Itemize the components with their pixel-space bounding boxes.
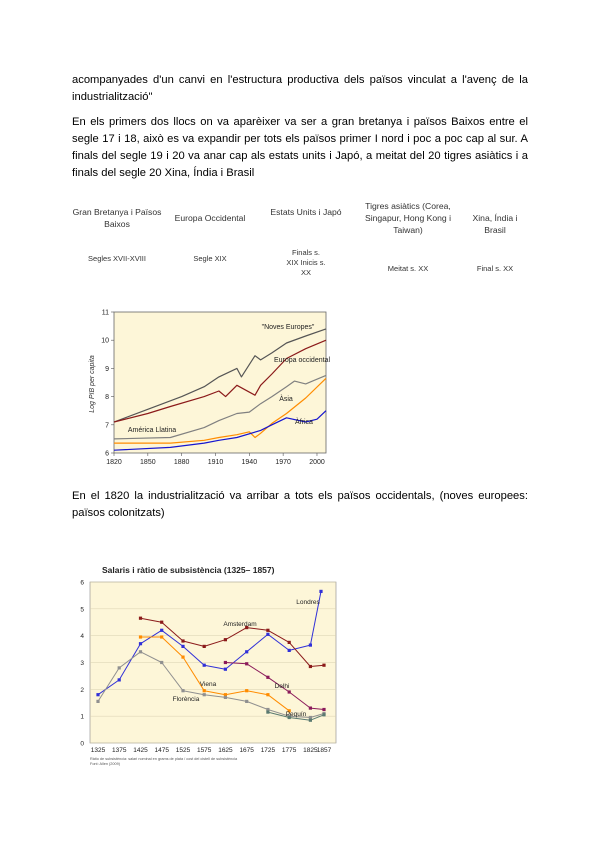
data-point-londres (266, 633, 269, 636)
data-point-amsterdam (203, 645, 206, 648)
y-tick-label: 10 (101, 337, 109, 345)
data-point-florencia (203, 693, 206, 696)
y-tick-label: 1 (80, 713, 84, 721)
data-point-florencia (181, 689, 184, 692)
y-tick-label: 8 (105, 394, 109, 402)
data-point-florencia (96, 700, 99, 703)
x-tick-label: 1820 (106, 459, 122, 466)
data-point-delhi (322, 708, 325, 711)
y-axis-label: Log PIB per capita (89, 355, 96, 413)
x-tick-label: 2000 (309, 459, 325, 466)
data-point-viena (203, 689, 206, 692)
data-point-amsterdam (160, 621, 163, 624)
timeline-period-1: Segles XVII-XVIII (88, 254, 146, 263)
data-point-delhi (288, 690, 291, 693)
data-point-amsterdam (288, 641, 291, 644)
paragraph-1: acompanyades d'un canvi en l'estructura productiva dels països vinculat a l'avenç de la industrialització" (72, 74, 528, 103)
timeline-header-3: Estats Units i Japó (270, 207, 342, 217)
data-point-viena (139, 635, 142, 638)
timeline-header-2: Europa Occidental (174, 213, 246, 223)
series-label-delhi: Delhi (274, 683, 290, 690)
series-label-londres: Londres (296, 599, 320, 606)
y-tick-label: 6 (80, 579, 84, 587)
y-tick-label: 3 (80, 660, 84, 667)
timeline-header-4: Tigres asiàtics (Corea, Singapur, Hong Kong i Taiwan) (364, 201, 451, 235)
series-label-viena: Viena (199, 681, 217, 688)
x-tick-label: 1425 (133, 747, 148, 754)
x-tick-label: 1725 (260, 747, 276, 754)
data-point-florencia (118, 666, 121, 669)
x-tick-label: 1375 (112, 747, 127, 754)
data-point-viena (266, 693, 269, 696)
data-point-florencia (139, 650, 142, 653)
x-tick-label: 1475 (154, 747, 169, 754)
y-tick-label: 4 (80, 633, 84, 641)
wages-subsistence-chart (70, 560, 340, 770)
series-label-pequin: Pequín (285, 711, 307, 718)
data-point-viena (181, 656, 184, 659)
data-point-pequin (322, 713, 325, 716)
data-point-florencia (245, 700, 248, 703)
x-tick-label: 1880 (173, 459, 190, 466)
data-point-amsterdam (139, 617, 142, 620)
chart-title: Salaris i ràtio de subsistència (1325– 1857) (102, 565, 275, 575)
data-point-amsterdam (322, 664, 325, 667)
y-tick-label: 0 (80, 740, 84, 748)
data-point-londres (96, 693, 99, 696)
timeline-period-3: Finals s. XIX Inicis s. XX (286, 248, 326, 277)
x-tick-label: 1675 (239, 747, 254, 754)
data-point-florencia (160, 661, 163, 664)
data-point-amsterdam (181, 639, 184, 642)
data-point-delhi (309, 707, 312, 710)
data-point-florencia (224, 696, 227, 699)
x-tick-label: 1775 (281, 747, 297, 754)
data-point-londres (139, 642, 142, 645)
x-tick-label: 1525 (175, 747, 191, 754)
data-point-londres (245, 650, 248, 653)
x-tick-label: 1850 (140, 459, 156, 466)
x-tick-label: 1825 (303, 747, 318, 754)
x-tick-label: 1325 (90, 747, 106, 754)
paragraph-3: En el 1820 la industrialització va arribar a tots els països occidentals, (noves europees: països colonitzats) (72, 490, 528, 519)
x-tick-label: 1940 (241, 459, 258, 466)
data-point-amsterdam (266, 629, 269, 632)
series-label-noves-europes: "Noves Europes" (261, 324, 315, 331)
timeline-period-2: Segle XIX (193, 254, 227, 263)
data-point-viena (160, 635, 163, 638)
y-tick-label: 9 (105, 365, 109, 373)
series-label-florencia: Florència (172, 696, 200, 703)
y-tick-label: 11 (101, 309, 109, 317)
data-point-londres (224, 668, 227, 671)
y-tick-label: 6 (105, 450, 109, 458)
y-tick-label: 5 (80, 606, 84, 614)
data-point-pequin (266, 711, 269, 714)
data-point-londres (288, 649, 291, 652)
series-label-europa-occidental: Europa occidental (273, 357, 331, 364)
data-point-londres (160, 629, 163, 632)
data-point-delhi (266, 676, 269, 679)
data-point-delhi (245, 662, 248, 665)
x-tick-label: 1970 (275, 459, 291, 466)
x-tick-label: 1575 (196, 747, 212, 754)
timeline-period-4: Meitat s. XX (387, 264, 429, 273)
industrialization-timeline-table (72, 200, 528, 280)
data-point-londres (203, 664, 206, 667)
data-point-londres (181, 645, 184, 648)
y-tick-label: 2 (80, 686, 84, 694)
y-tick-label: 7 (105, 422, 109, 430)
timeline-period-5: Final s. XX (476, 264, 514, 273)
timeline-header-5: Xina, Índia i Brasil (472, 213, 518, 235)
x-tick-label: 1625 (218, 747, 233, 754)
data-point-londres (309, 644, 312, 647)
data-point-londres (319, 590, 322, 593)
x-tick-label: 1857 (316, 747, 332, 754)
data-point-delhi (224, 661, 227, 664)
chart-footnote-2: Font: Allen (2009) (90, 762, 120, 766)
series-label-amsterdam: Amsterdam (223, 621, 257, 628)
timeline-header-1: Gran Bretanya i Països Baixos (72, 207, 162, 229)
data-point-londres (118, 678, 121, 681)
data-point-amsterdam (224, 638, 227, 641)
data-point-pequin (309, 719, 312, 722)
series-label-africa: Àfrica (295, 419, 313, 426)
paragraph-2: En els primers dos llocs on va aparèixer va ser a gran bretanya i països Baixos entre el segle 17 i 18, això es va expandir per tots els països primer I nord i poc a poc cap al sur. A finals del segle 19 i 20 va anar cap als estats units i Japó, a meitat del 20 tigres asiàtics i a finals del segle 20 Xina, Índia i Brasil (72, 116, 528, 179)
series-label-america-llatina: América Llatina (127, 427, 177, 434)
data-point-amsterdam (309, 665, 312, 668)
gdp-per-capita-chart (82, 300, 342, 470)
chart-footnote-1: Ràtio de subsistència: salari nominal en grams de plata / cost del cistell de subsistència (90, 757, 238, 761)
series-label-asia: Àsia (279, 396, 293, 403)
data-point-viena (245, 689, 248, 692)
x-tick-label: 1910 (207, 459, 224, 466)
